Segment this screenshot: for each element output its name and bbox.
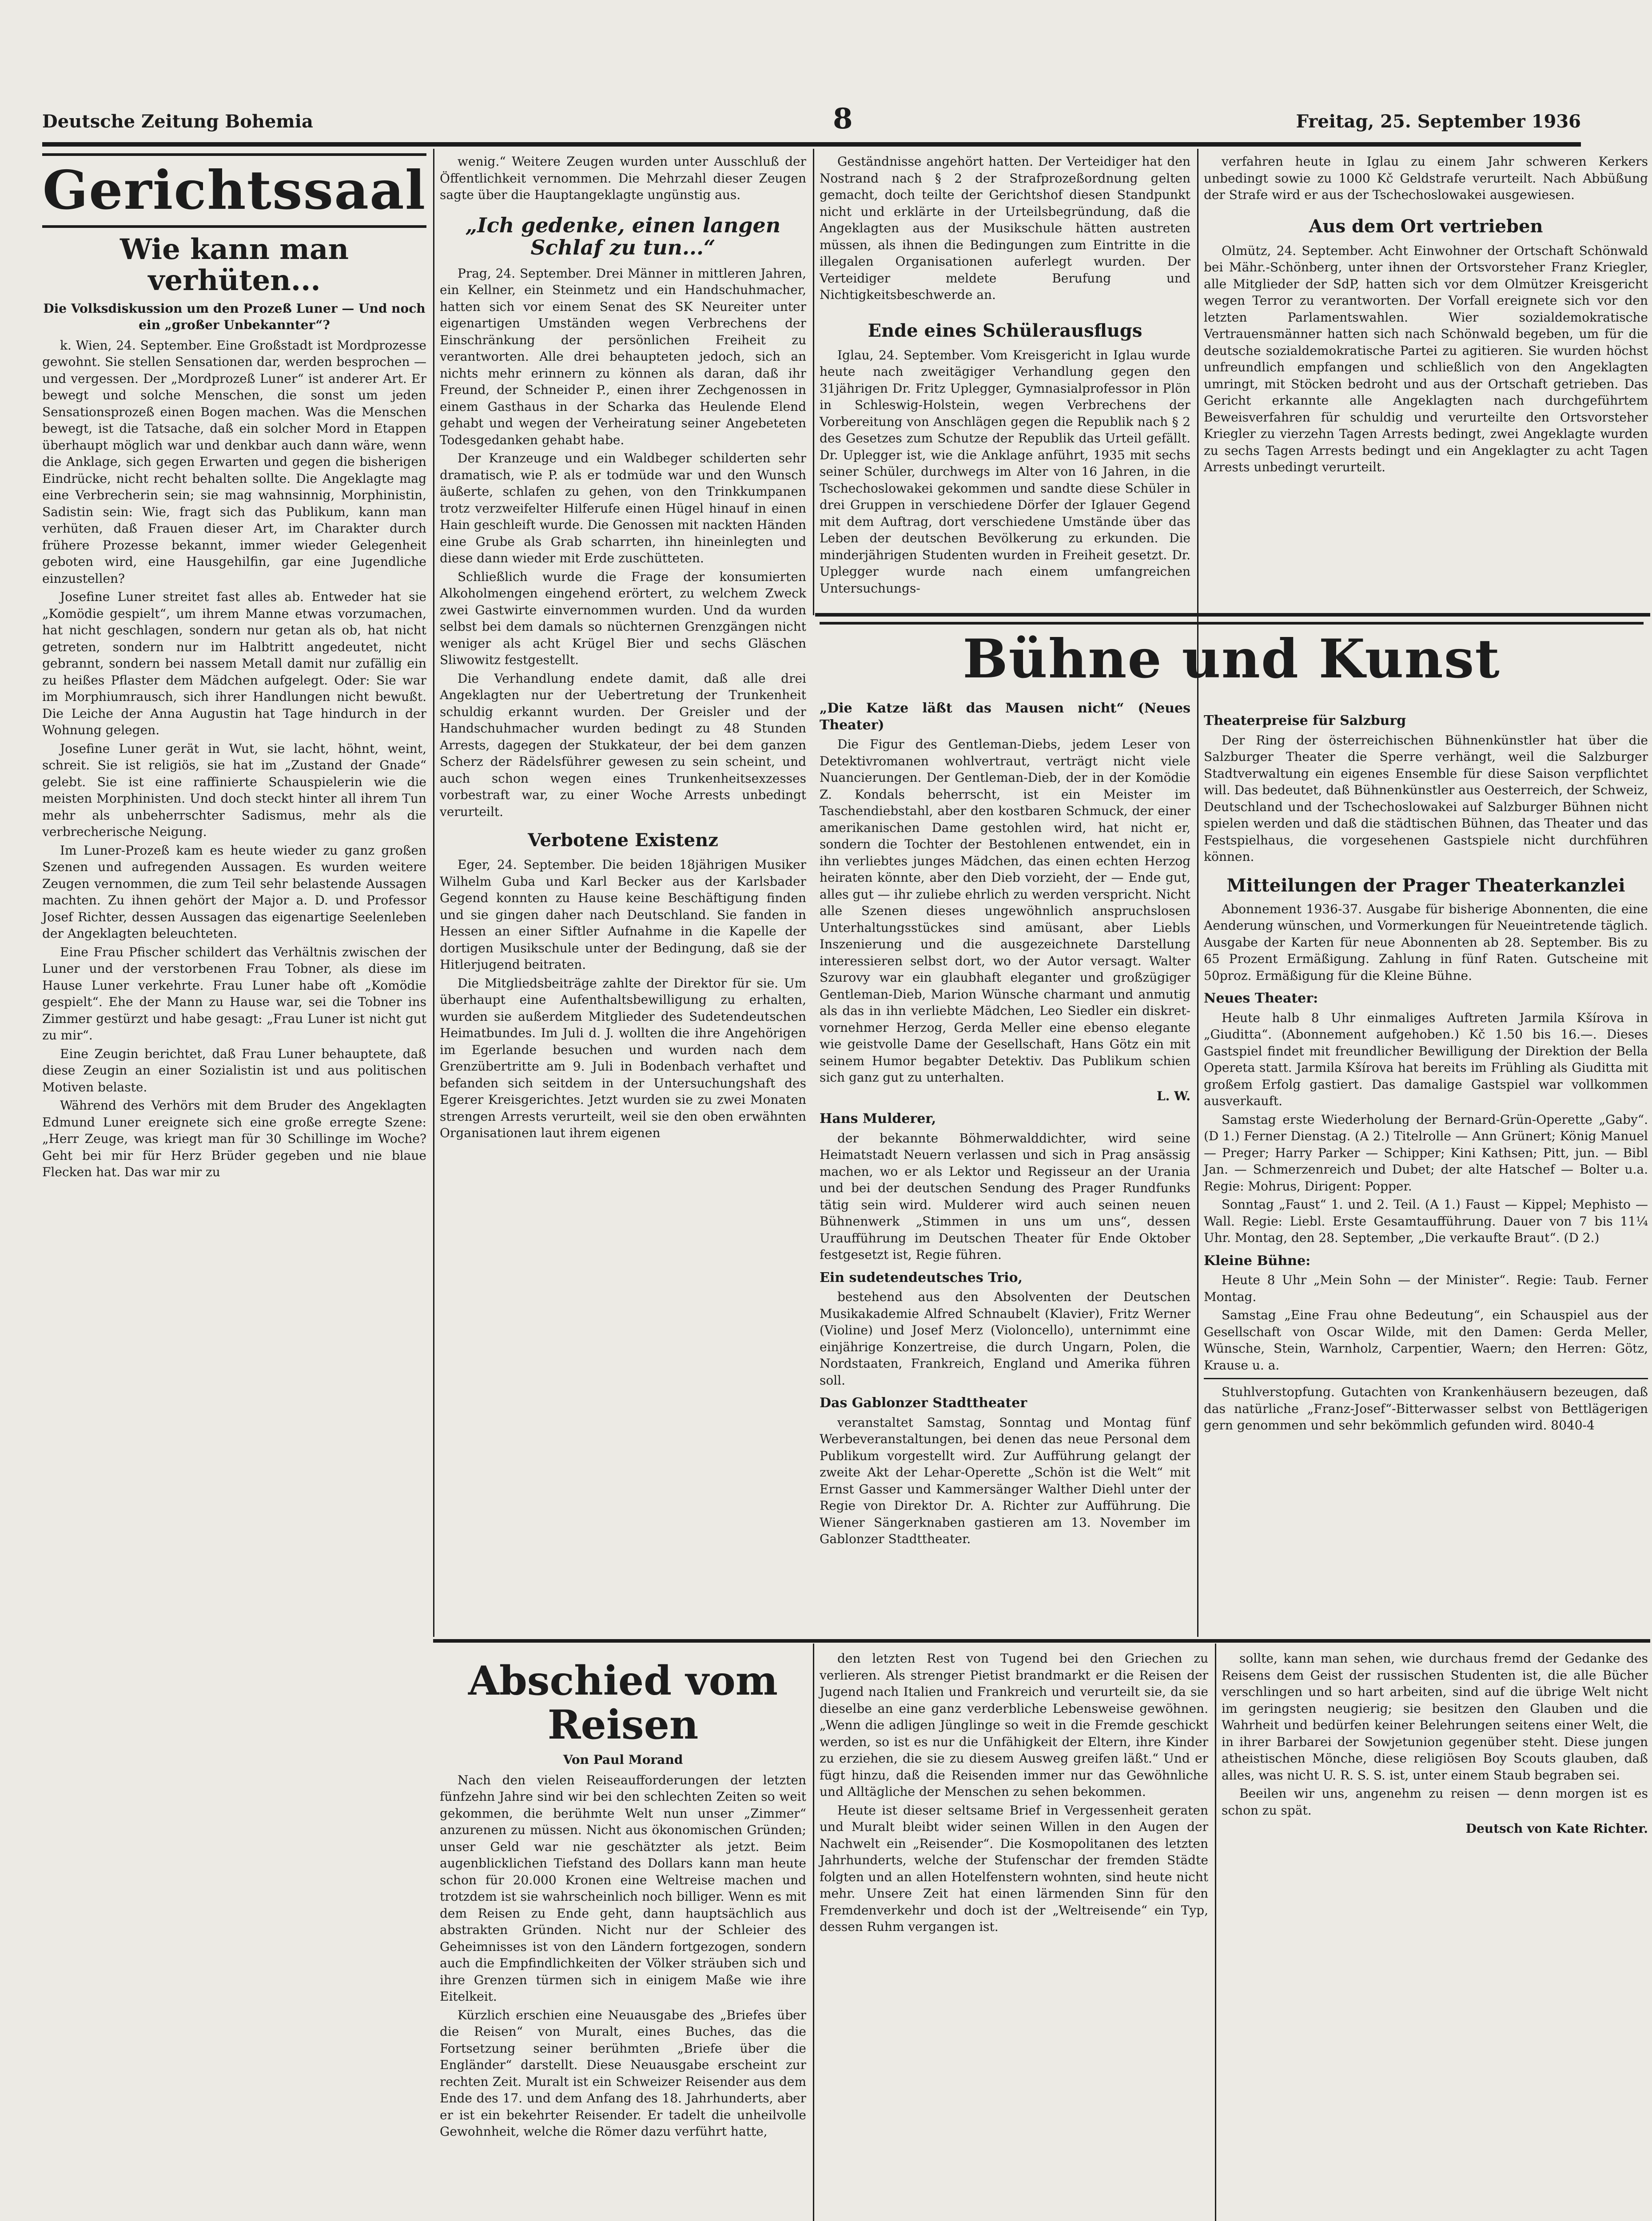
- article-paragraph: Der Kranzeuge und ein Waldbeger schilderten sehr dramatisch, wie P. als er todmüde war und den Wunsch äußerte, schlafen zu gehen, von den Trinkkumpanen trotz verzweifelter Hilferufe einen Hügel hinauf in einen Hain geschleift wurde. Die Genossen mit nackten Händen eine Grube als Grab scharrten, ihn hineinlegten und diese dann wieder mit Erde zuschütteten.: [440, 451, 806, 566]
- article-paragraph: Schließlich wurde die Frage der konsumierten Alkoholmengen eingehend erörtert, zu welchem Zweck zwei Gastwirte einvernommen wurden. Und da wurden selbst bei dem damals so nüchternen Grenzgängen nicht weniger als acht Krügel Bier und sechs Gläschen Sliwowitz festgestellt.: [440, 569, 806, 668]
- article-paragraph: sollte, kann man sehen, wie durchaus fremd der Gedanke des Reisens dem Geist der russischen Studenten ist, die alle Bücher verschlingen und so hart arbeiten, sind auf die übrige Welt nicht im geringsten neugierig; sie besitzen den Glauben und die Wahrheit und bedürfen keiner Belehrungen seitens einer Welt, die in ihrer Barbarei der Sowjetunion gegenüber steht. Diese jungen atheistischen Mönche, diese religiösen Boy Scouts glauben, daß alles, was nicht U. R. S. S. ist, unter einem Staub begraben sei.: [1222, 1651, 1648, 1783]
- article-headline: Aus dem Ort vertrieben: [1309, 215, 1543, 237]
- article-paragraph: Heute ist dieser seltsame Brief in Vergessenheit geraten und Muralt bleibt wider seinen Willen in den Augen der Nachwelt ein „Reisender“. Die Kosmopolitanen des letzten Jahrhunderts, welche der Stufenschar der fremden Städte folgten und an allen Hotelfenstern wohnten, sind heute nicht mehr. Unsere Zeit hat einen lärmenden Sinn für den Fremdenverkehr und doch ist der „Weltreisende“ ein Typ, dessen Ruhm vergangen ist.: [820, 1803, 1208, 1934]
- column-divider: [813, 1644, 814, 2221]
- feuilleton-byline: Von Paul Morand: [563, 1752, 683, 1767]
- feuilleton-column-2: [820, 1650, 1208, 2221]
- article-paragraph: Die Mitgliedsbeiträge zahlte der Direktor für sie. Um überhaupt eine Aufenthaltsbewilligung zu erhalten, wurden sie außerdem Mitglieder des Sudetendeutschen Heimatbundes. Im Juli d. J. wollten die ihre Angehörigen im Egerlande besuchen und wurden nach dem Grenzübertritte am 9. Juli in Bodenbach verhaftet und befanden sich seitdem in der Untersuchungshaft des Egerer Kreisgerichtes. Jetzt wurden sie zu zwei Monaten strengen Arrests verurteilt, weil sie den oben erwähnten Organisationen laut ihrem eigenen: [440, 975, 806, 1141]
- court-column-2: [440, 153, 806, 1632]
- article-headline: Ende eines Schülerausflugs: [868, 320, 1142, 341]
- section-title: Bühne und Kunst: [963, 628, 1501, 690]
- article-paragraph: Samstag „Eine Frau ohne Bedeutung“, ein Schauspiel aus der Gesellschaft von Oscar Wilde, mit den Damen: Gerda Meller, Wünsche, Stein, Warnholz, Carpentier, Waern; den Herren: Götz, Krause u. a.: [1204, 1308, 1648, 1373]
- stage-column-2: [1204, 706, 1648, 1635]
- page-header: [42, 102, 1581, 142]
- court-column-3: [820, 153, 1190, 609]
- section-rule: [433, 1639, 1650, 1643]
- court-section-header: [42, 153, 426, 228]
- section-rule: [815, 613, 1650, 617]
- article-headline: Verbotene Existenz: [528, 830, 718, 851]
- header-rule: [42, 142, 1581, 147]
- court-column-1: [42, 153, 426, 2221]
- article-paragraph: k. Wien, 24. September. Eine Großstadt ist Mordprozesse gewohnt. Sie stellen Sensationen dar, werden besprochen — und vergessen. Der „Mordprozeß Luner“ ist anderer Art. Er bewegt und solche Menschen, die sonst um jeden Sensationsprozeß einen Bogen machen. Was die Menschen bewegt, ist die Tatsache, daß ein solcher Mord in Etappen überhaupt möglich war und denkbar auch dann wäre, wenn die Anklage, sich gegen Erwarten und gegen die bisherigen Eindrücke, nicht recht behalten sollte. Die Angeklagte mag eine Verbrecherin sein; sie mag wahnsinnig, Morphinistin, Sadistin sein: Wie, fragt sich das Publikum, kann man verhüten, daß Frauen dieser Art, im Charakter durch frühere Prozesse bekannt, immer wieder Gelegenheit geboten wird, eine Hausgehilfin, gar eine Jugendliche einzustellen?: [42, 338, 426, 586]
- article-paragraph: veranstaltet Samstag, Sonntag und Montag fünf Werbeveranstaltungen, bei denen das neue Personal dem Publikum vorgestellt wird. Zur Aufführung gelangt der zweite Akt der Lehar-Operette „Schön ist die Welt“ mit Ernst Gasser und Kammersänger Walther Diehl unter der Regie von Direktor Dr. A. Richter zur Aufführung. Die Wiener Sängerknaben gastieren am 13. November im Gablonzer Stadttheater.: [820, 1415, 1190, 1546]
- feuilleton-column-3: [1222, 1650, 1648, 2221]
- article-paragraph: Josefine Luner streitet fast alles ab. Entweder hat sie „Komödie gespielt“, um ihrem Manne etwas vorzumachen, hat nicht geschlagen, sondern nur getan als ob, hat nicht getreten, sondern nur im Halbtritt angedeutet, nicht gebrannt, sondern bei nassem Metall damit nur zufällig ein zu heißes Pflaster dem Mädchen aufgelegt. Oder: Sie war im Morphiumrausch, sich ihrer Handlungen nicht bewußt. Die Leiche der Anna Augustin hat Tage hindurch in der Wohnung gelegen.: [42, 589, 426, 738]
- article-paragraph: Kürzlich erschien eine Neuausgabe des „Briefes über die Reisen“ von Muralt, eines Buches, das die Fortsetzung seiner berühmten „Briefe über die Engländer“ darstellt. Diese Neuausgabe erscheint zur rechten Zeit. Muralt ist ein Schweizer Reisender aus dem Ende des 17. und dem Anfang des 18. Jahrhunderts, aber er ist ein bekehrter Reisender. Er tadelt die unheilvolle Gewohnheit, welche die Römer dazu verführt hatte,: [440, 2007, 806, 2139]
- news-headline: Ein sudetendeutsches Trio,: [820, 1270, 1023, 1286]
- column-divider: [813, 149, 814, 615]
- news-headline: Das Gablonzer Stadttheater: [820, 1395, 1027, 1411]
- article-paragraph: den letzten Rest von Tugend bei den Griechen zu verlieren. Als strenger Pietist brandmarkt er die Reisen der Jugend nach Italien und Frankreich und verurteilt sie, da sie dieselbe an eine ganz verderbliche Lebensweise gewöhnen. „Wenn die adligen Jünglinge so weit in die Fremde geschickt werden, so ist es nur die Unfähigkeit der Eltern, ihre Kinder zu erziehen, die sie zu diesem Ausweg greifen läßt.“ Und er fügt hinzu, daß die Reisenden immer nur das Gewöhnliche und Alltägliche der Menschen zu sehen bekommen.: [820, 1651, 1208, 1799]
- column-divider: [1197, 149, 1198, 1637]
- author-initials: L. W.: [1156, 1088, 1190, 1103]
- article-paragraph: Iglau, 24. September. Vom Kreisgericht in Iglau wurde heute nach zweitägiger Verhandlung gegen den 31jährigen Dr. Fritz Uplegger, Gymnasialprofessor in Plön in Schleswig-Holstein, wegen Verbrechens der Vorbereitung von Anschlägen gegen die Republik nach § 2 des Gesetzes zum Schutze der Republik das Urteil gefällt. Dr. Uplegger ist, wie die Anklage anführt, 1935 mit sechs seiner Schüler, durchwegs im Alter von 16 Jahren, in die Tschechoslowakei gekommen und sandte diese Schüler in drei Gruppen in verschiedene Dörfer der Iglauer Gegend mit dem Auftrag, dort verschiedene Umstände über das Leben der deutschen Bevölkerung zu erkunden. Die minderjährigen Studenten wurden in Freiheit gesetzt. Dr. Uplegger wurde nach einem umfangreichen Untersuchungs-: [820, 347, 1190, 596]
- article-paragraph: Im Luner-Prozeß kam es heute wieder zu ganz großen Szenen und aufregenden Aussagen. Es wurden weitere Zeugen vernommen, die zum Teil sehr belastende Aussagen machten. Zu ihnen gehört der Major a. D. und Professor Josef Richter, dessen Aussagen das eigenartige Seelenleben der Angeklagten beleuchteten.: [42, 843, 426, 941]
- article-paragraph: Abonnement 1936-37. Ausgabe für bisherige Abonnenten, die eine Aenderung wünschen, und Vormerkungen für Neueintretende täglich. Ausgabe der Karten für neue Abonnenten ab 28. September. Bis zu 65 Prozent Ermäßigung. Zahlung in fünf Raten. Gutscheine mit 50proz. Ermäßigung für die Kleine Bühne.: [1204, 901, 1648, 983]
- article-paragraph: Josefine Luner gerät in Wut, sie lacht, höhnt, weint, schreit. Sie ist religiös, sie hat im „Zustand der Gnade“ gelebt. Sie ist eine raffinierte Schauspielerin wie die meisten Morphinisten. Und doch steckt hinter all ihrem Tun mehr als unbeherrschter Sadismus, mehr als die verbrecherische Neigung.: [42, 741, 426, 840]
- article-subheadline: Die Volksdiskussion um den Prozeß Luner — Und noch ein „großer Unbekannter“?: [43, 301, 426, 333]
- news-headline: Theaterpreise für Salzburg: [1204, 713, 1406, 728]
- advertisement: Stuhlverstopfung. Gutachten von Krankenhäusern bezeugen, daß das natürliche „Franz-Josef“-Bitterwasser selbst von Bettlägerigen gern genommen und sehr bekömmlich gefunden wird. 8040-4: [1204, 1385, 1648, 1433]
- section-title: Gerichtssaal: [42, 159, 426, 222]
- article-paragraph: Sonntag „Faust“ 1. und 2. Teil. (A 1.) Faust — Kippel; Mephisto — Wall. Regie: Liebl. Erste Gesamtaufführung. Dauer von 7 bis 11¼ Uhr. Montag, den 28. September, „Die verkaufte Braut“. (D 2.): [1204, 1197, 1648, 1245]
- article-paragraph: Eine Frau Pfischer schildert das Verhältnis zwischen der Luner und der verstorbenen Frau Tobner, als diese im Hause Luner verkehrte. Frau Luner habe oft „Komödie gespielt“. Ehe der Mann zu Hause war, sei die Tobner ins Zimmer gestürzt und habe gesagt: „Frau Luner ist nicht gut zu mir“.: [42, 944, 426, 1043]
- article-paragraph: Eine Zeugin berichtet, daß Frau Luner behauptete, daß diese Zeugin an einer Sozialistin ist und aus politischen Motiven belaste.: [42, 1046, 426, 1095]
- article-headline: „Ich gedenke, einen langen Schlaf zu tun...“: [465, 213, 781, 260]
- article-paragraph: Die Figur des Gentleman-Diebs, jedem Leser von Detektivromanen wohlvertraut, verträgt nicht viele Nuancierungen. Der Gentleman-Dieb, der in der Komödie Z. Kondals beherrscht, ist ein Meister im Taschendiebstahl, aber den kostbaren Schmuck, der einer amerikanischen Dame gestohlen wird, hat nicht er, sondern die Tochter der Bestohlenen entwendet, ein in ihn verliebtes junges Mädchen, das einen echten Herzog heiraten könnte, aber den Dieb vorzieht, der — Ende gut, alles gut — ihr zuliebe ehrlich zu werden verspricht. Nicht alle Szenen dieses ungewöhnlich anspruchslosen Unterhaltungsstückes sind amüsant, aber Liebls Inszenierung und die ausgezeichnete Darstellung interessieren selbst dort, wo der Autor versagt. Walter Szurovy war ein glaubhaft eleganter und großzügiger Gentleman-Dieb, Marion Wünsche charmant und anmutig als das in ihn verliebte Mädchen, Leo Siedler ein diskret-vornehmer Herzog, Gerda Meller eine ebenso elegante wie geistvolle Dame der Gesellschaft, Hans Götz ein mit seinem Humor begabter Detektiv. Das Publikum schien sich ganz gut zu unterhalten.: [820, 737, 1190, 1085]
- article-paragraph: Die Verhandlung endete damit, daß alle drei Angeklagten nur der Uebertretung der Trunkenheit schuldig erkannt wurden. Der Greisler und der Handschuhmacher wurden bedingt zu 48 Stunden Arrests, dagegen der Stukkateur, der bei dem ganzen Scherz der Rädelsführer gewesen zu sein scheint, und auch schon wegen eines Trunkenheitsexzesses vorbestraft war, zu einer Woche Arrests unbedingt verurteilt.: [440, 671, 806, 819]
- column-divider: [433, 149, 434, 1637]
- article-paragraph: verfahren heute in Iglau zu einem Jahr schweren Kerkers unbedingt sowie zu 1000 Kč Geldstrafe verurteilt. Nach Abbüßung der Strafe wird er aus der Tschechoslowakei ausgewiesen.: [1204, 154, 1648, 202]
- translator-credit: Deutsch von Kate Richter.: [1465, 1821, 1648, 1836]
- feuilleton-title: Abschied vom Reisen: [468, 1657, 778, 1748]
- article-paragraph: Prag, 24. September. Drei Männer in mittleren Jahren, ein Kellner, ein Steinmetz und ein Handschuhmacher, hatten sich vor einem Senat des SK Neureiter unter eigenartigen Umständen wegen Verbrechens der Einschränkung der persönlichen Freiheit zu verantworten. Alle drei behaupteten jedoch, sich an nichts mehr erinnern zu können als daran, daß ihr Freund, der Schneider P., einen ihrer Zechgenossen in einem Gasthaus in der Scharka das Heulende Elend gehabt und wegen der Verheiratung seiner Angebeteten Todesgedanken gehabt habe.: [440, 266, 806, 447]
- article-paragraph: Beeilen wir uns, angenehm zu reisen — denn morgen ist es schon zu spät.: [1222, 1786, 1648, 1818]
- advert-rule: [1204, 1378, 1648, 1379]
- court-column-4: [1204, 153, 1648, 609]
- article-paragraph: Olmütz, 24. September. Acht Einwohner der Ortschaft Schönwald bei Mähr.-Schönberg, unter ihnen der Ortsvorsteher Franz Kriegler, alle Mitglieder der SdP, hatten sich vor dem Olmützer Kreisgericht wegen Terror zu verantworten. Der Vorfall ereignete sich vor den letzten Parlamentswahlen. Wier sozialdemokratische Vertrauensmänner hatten sich nach Schönwald begeben, um für die deutsche sozialdemokratische Partei zu agitieren. Sie wurden höchst unfreundlich empfangen und schließlich von den Angeklagten umringt, mit Stöcken bedroht und aus der Ortschaft getrieben. Das Gericht erkannte alle Angeklagten nach durchgeführtem Beweisverfahren für schuldig und verurteilte den Ortsvorsteher Kriegler zu vierzehn Tagen Arrests bedingt, zwei Angeklagte wurden zu sechs Tagen Arrests bedingt und ein Angeklagter zu acht Tagen Arrests unbedingt verurteilt.: [1204, 243, 1648, 474]
- article-paragraph: der bekannte Böhmerwalddichter, wird seine Heimatstadt Neuern verlassen und sich in Prag ansässig machen, wo er als Lektor und Regisseur an der Urania und bei der deutschen Sendung des Prager Rundfunks tätig sein wird. Mulderer wird auch seinen neuen Bühnenwerk „Stimmen in uns um uns“, dessen Uraufführung im Deutschen Theater für Ende Oktober festgesetzt ist, Regie führen.: [820, 1130, 1190, 1262]
- news-headline: Mitteilungen der Prager Theaterkanzlei: [1226, 875, 1625, 896]
- news-headline: Hans Mulderer,: [820, 1111, 936, 1126]
- review-headline: „Die Katze läßt das Mausen nicht“ (Neues Theater): [820, 701, 1190, 733]
- newspaper-name: Deutsche Zeitung Bohemia: [42, 111, 313, 132]
- news-headline: Kleine Bühne:: [1204, 1253, 1311, 1269]
- article-paragraph: Während des Verhörs mit dem Bruder des Angeklagten Edmund Luner ereignete sich eine große erregte Szene: „Herr Zeuge, was kriegt man für 30 Schillinge im Woche? Geht bei mir für Herz Brüder gegeben und nie blaue Flecken hat. Das war mir zu: [42, 1098, 426, 1180]
- article-paragraph: Samstag erste Wiederholung der Bernard-Grün-Operette „Gaby“. (D 1.) Ferner Dienstag. (A 2.) Titelrolle — Ann Grünert; König Manuel — Preger; Harry Parker — Schipper; Kini Kathsen; Pitt, jun. — Bibl Jan. — Schmerzenreich und Dubet; der alte Hatschef — Bolter u.a. Regie: Mohrus, Dirigent: Popper.: [1204, 1112, 1648, 1194]
- article-paragraph: Eger, 24. September. Die beiden 18jährigen Musiker Wilhelm Guba und Karl Becker aus der Karlsbader Gegend konnten zu Hause keine Beschäftigung finden und sie gingen daher nach Deutschland. Sie fanden in Hessen an einer Siftler Aufnahme in die Kapelle der dortigen Musikschule unter der Bedingung, daß sie der Hitlerjugend beitraten.: [440, 857, 806, 972]
- article-paragraph: Geständnisse angehört hatten. Der Verteidiger hat den Nostrand nach § 2 der Strafprozeßordnung gelten gemacht, doch teilte der Gerichtshof diesen Standpunkt nicht und erklärte in der Urteilsbegründung, daß die Angeklagten aus der Musikschule hätten austreten müssen, als ihnen die Bedingungen zum Eintritte in die illegalen Organisationen auferlegt wurden. Der Verteidiger meldete Berufung und Nichtigkeitsbeschwerde an.: [820, 154, 1190, 302]
- issue-date: Freitag, 25. September 1936: [1296, 111, 1581, 132]
- stage-section-header: [820, 622, 1644, 694]
- feuilleton-column-1: [440, 1650, 806, 2221]
- news-headline: Neues Theater:: [1204, 991, 1318, 1006]
- article-paragraph: wenig.“ Weitere Zeugen wurden unter Ausschluß der Öffentlichkeit vernommen. Die Mehrzahl dieser Zeugen sagte über die Hauptangeklagte ungünstig aus.: [440, 154, 806, 202]
- column-divider: [1215, 1644, 1216, 2221]
- article-paragraph: Heute 8 Uhr „Mein Sohn — der Minister“. Regie: Taub. Ferner Montag.: [1204, 1273, 1648, 1304]
- article-paragraph: bestehend aus den Absolventen der Deutschen Musikakademie Alfred Schnaubelt (Klavier), Fritz Werner (Violine) und Josef Merz (Violoncello), unternimmt eine einjährige Konzertreise, die durch Ungarn, Polen, die Nordstaaten, Frankreich, England und Amerika führen soll.: [820, 1290, 1190, 1388]
- article-headline: Wie kann man verhüten...: [120, 233, 349, 298]
- page-number: 8: [833, 102, 853, 135]
- article-paragraph: Nach den vielen Reiseaufforderungen der letzten fünfzehn Jahre sind wir bei den schlechten Zeiten so weit gekommen, die berühmte Welt nun unser „Zimmer“ anzurenen zu müssen. Nicht aus ökonomischen Gründen; unser Geld war nie geschätzter als jetzt. Beim augenblicklichen Tiefstand des Dollars kann man heute schon für 20.000 Kronen eine Weltreise machen und trotzdem ist sie wahrscheinlich noch billiger. Wenn es mit dem Reisen zu Ende geht, dann hauptsächlich aus abstrakten Gründen. Nicht nur der Schleier des Geheimnisses ist von den Ländern fortgezogen, sondern auch die Empfindlichkeiten der Völker sträuben sich und ihre Grenzen türmen sich in einigem Maße wie ihre Eitelkeit.: [440, 1772, 806, 2004]
- article-paragraph: Der Ring der österreichischen Bühnenkünstler hat über die Salzburger Theater die Sperre verhängt, weil die Salzburger Stadtverwaltung ein eigenes Ensemble für diese Saison verpflichtet will. Das bedeutet, daß Bühnenkünstler aus Oesterreich, der Schweiz, Deutschland und der Tschechoslowakei auf Salzburger Bühnen nicht spielen werden und daß die städtischen Bühnen, das Theater und das Festspielhaus, die vorgesehenen Gastspiele nicht durchführen können.: [1204, 732, 1648, 864]
- article-paragraph: Heute halb 8 Uhr einmaliges Auftreten Jarmila Kšírova in „Giuditta“. (Abonnement aufgehoben.) Kč 1.50 bis 16.—. Dieses Gastspiel findet mit freundlicher Bewilligung der Direktion der Bella Opereta statt. Jarmila Kšírova hat bereits im Frühling als Giuditta mit großem Erfolg gastiert. Das damalige Gastspiel war vollkommen ausverkauft.: [1204, 1010, 1648, 1108]
